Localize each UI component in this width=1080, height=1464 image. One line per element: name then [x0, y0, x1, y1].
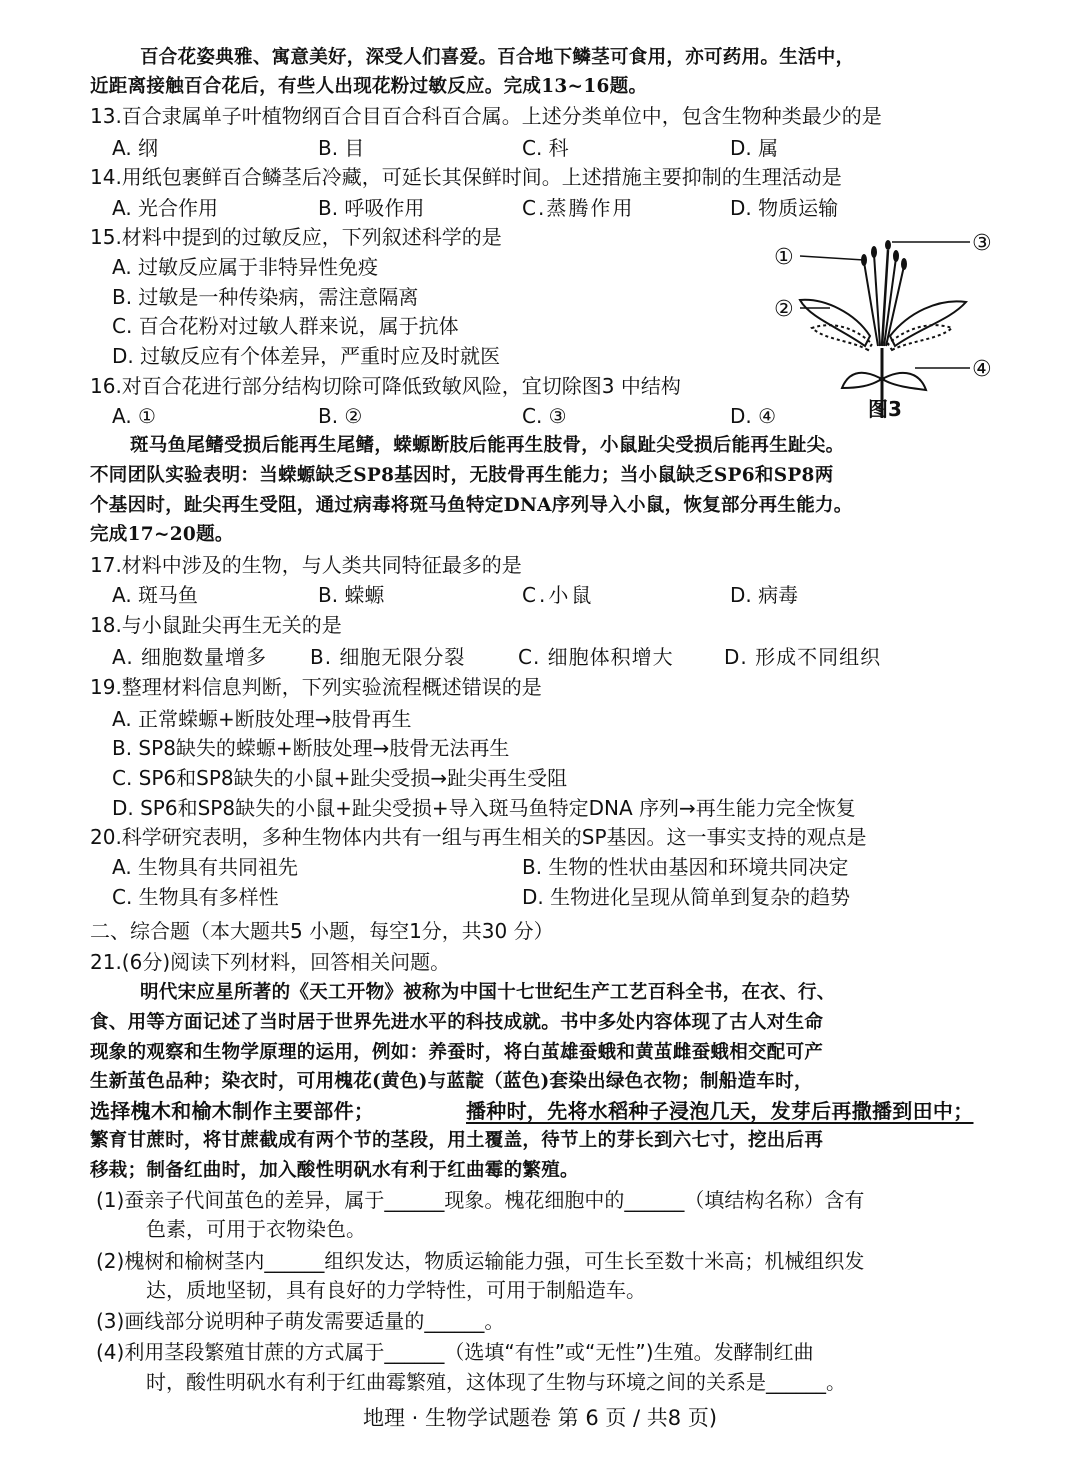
sub-question-1-line-1: (1)蚕亲子代间茧色的差异，属于______现象。槐花细胞中的______（填结构名称）含有 [96, 1188, 865, 1212]
question-13-stem: 13.百合隶属单子叶植物纲百合目百合科百合属。上述分类单位中，包含生物种类最少的是 [90, 104, 882, 128]
q19-option-d: D. SP6和SP8缺失的小鼠+趾尖受损+导入斑马鱼特定DNA 序列→再生能力完全恢复 [112, 796, 856, 820]
q16-option-b: B. ② [318, 404, 363, 428]
figure-label-3: ③ [972, 231, 992, 256]
q20-option-c: C. 生物具有多样性 [112, 885, 279, 909]
intro2-line-1: 斑马鱼尾鳍受损后能再生尾鳍，蝾螈断肢后能再生肢骨，小鼠趾尖受损后能再生趾尖。 [130, 435, 845, 456]
q19-option-a: A. 正常蝾螈+断肢处理→肢骨再生 [112, 707, 412, 731]
passage-line-3: 现象的观察和生物学原理的运用，例如：养蚕时，将白茧雄蚕蛾和黄茧雌蚕蛾相交配可产 [90, 1042, 824, 1063]
question-14-stem: 14.用纸包裹鲜百合鳞茎后冷藏，可延长其保鲜时间。上述措施主要抑制的生理活动是 [90, 165, 842, 189]
q18-option-d: D. 形成不同组织 [724, 645, 882, 669]
q18-option-b: B. 细胞无限分裂 [310, 645, 466, 669]
question-18-stem: 18.与小鼠趾尖再生无关的是 [90, 613, 342, 637]
passage-line-2: 食、用等方面记述了当时居于世界先进水平的科技成就。书中多处内容体现了古人对生命 [90, 1012, 824, 1033]
sub-question-1-line-2: 色素，可用于衣物染色。 [146, 1217, 366, 1241]
sub-question-3: (3)画线部分说明种子萌发需要适量的______。 [96, 1309, 505, 1333]
q13-option-b: B. 目 [318, 136, 365, 160]
intro2-line-2: 不同团队实验表明：当蝾螈缺乏SP8基因时，无肢骨再生能力；当小鼠缺乏SP6和SP8两 [90, 465, 834, 486]
figure-3-lily-flower [770, 228, 1000, 428]
figure-label-4: ④ [972, 357, 992, 382]
lily-flower-diagram [770, 228, 1000, 428]
intro2-line-3: 个基因时，趾尖再生受阻，通过病毒将斑马鱼特定DNA序列导入小鼠，恢复部分再生能力。 [90, 495, 853, 516]
q14-option-d: D. 物质运输 [730, 196, 839, 220]
q16-option-a: A. ① [112, 404, 156, 428]
passage-line-7: 移栽；制备红曲时，加入酸性明矾水有利于红曲霉的繁殖。 [90, 1160, 579, 1181]
section-2-heading: 二、综合题（本大题共5 小题，每空1分，共30 分） [90, 919, 554, 943]
q15-option-a: A. 过敏反应属于非特异性免疫 [112, 255, 379, 279]
question-15-stem: 15.材料中提到的过敏反应，下列叙述科学的是 [90, 225, 502, 249]
question-20-stem: 20.科学研究表明，多种生物体内共有一组与再生相关的SP基因。这一事实支持的观点是 [90, 825, 867, 849]
q15-option-d: D. 过敏反应有个体差异，严重时应及时就医 [112, 344, 501, 368]
figure-label-1: ① [774, 245, 794, 270]
q14-option-b: B. 呼吸作用 [318, 196, 425, 220]
intro1-line-2: 近距离接触百合花后，有些人出现花粉过敏反应。完成13~16题。 [90, 76, 648, 97]
passage-line-4: 生新茧色品种；染衣时，可用槐花(黄色)与蓝靛（蓝色)套染出绿色衣物；制船造车时， [90, 1071, 813, 1092]
q18-option-a: A. 细胞数量增多 [112, 645, 268, 669]
q16-option-c: C. ③ [522, 404, 567, 428]
passage-line-5a: 选择槐木和榆木制作主要部件； [90, 1099, 375, 1123]
figure-label-2: ② [774, 297, 794, 322]
question-21-stem: 21.(6分)阅读下列材料，回答相关问题。 [90, 950, 451, 974]
q17-option-a: A. 斑马鱼 [112, 583, 199, 607]
q19-option-c: C. SP6和SP8缺失的小鼠+趾尖受损→趾尖再生受阻 [112, 766, 568, 790]
q17-option-d: D. 病毒 [730, 583, 799, 607]
question-17-stem: 17.材料中涉及的生物，与人类共同特征最多的是 [90, 553, 522, 577]
sub-question-2-line-1: (2)槐树和榆树茎内______组织发达，物质运输能力强，可生长至数十米高；机械组织发 [96, 1249, 865, 1273]
question-16-stem: 16.对百合花进行部分结构切除可降低致敏风险，宜切除图3 中结构 [90, 374, 681, 398]
q15-option-b: B. 过敏是一种传染病，需注意隔离 [112, 285, 419, 309]
sub-question-4-line-1: (4)利用茎段繁殖甘蔗的方式属于______（选填“有性”或“无性”)生殖。发酵制红曲 [96, 1340, 814, 1364]
intro2-line-4: 完成17~20题。 [90, 524, 234, 545]
page-footer: 地理 · 生物学试题卷 第 6 页 / 共8 页) [362, 1406, 718, 1430]
passage-line-6: 繁育甘蔗时，将甘蔗截成有两个节的茎段，用土覆盖，待节上的芽长到六七寸，挖出后再 [90, 1130, 824, 1151]
q20-option-b: B. 生物的性状由基因和环境共同决定 [522, 855, 849, 879]
q17-option-b: B. 蝾螈 [318, 583, 385, 607]
q14-option-a: A. 光合作用 [112, 196, 219, 220]
question-19-stem: 19.整理材料信息判断，下列实验流程概述错误的是 [90, 675, 542, 699]
intro1-line-1: 百合花姿典雅、寓意美好，深受人们喜爱。百合地下鳞茎可食用，亦可药用。生活中， [140, 47, 855, 68]
q13-option-d: D. 属 [730, 136, 779, 160]
figure-caption: 图3 [868, 397, 902, 421]
sub-question-4-line-2: 时，酸性明矾水有利于红曲霉繁殖，这体现了生物与环境之间的关系是______。 [146, 1370, 846, 1394]
q13-option-c: C. 科 [522, 136, 569, 160]
sub-question-2-line-2: 达，质地坚韧，具有良好的力学特性，可用于制船造车。 [146, 1278, 646, 1302]
q20-option-a: A. 生物具有共同祖先 [112, 855, 299, 879]
q16-option-d: D. ④ [730, 404, 777, 428]
passage-underlined-sentence: 播种时，先将水稻种子浸泡几天，发芽后再撒播到田中； [466, 1099, 974, 1123]
q15-option-c: C. 百合花粉对过敏人群来说，属于抗体 [112, 314, 459, 338]
q13-option-a: A. 纲 [112, 136, 159, 160]
q14-option-c: C.蒸腾作用 [522, 196, 635, 220]
q18-option-c: C. 细胞体积增大 [518, 645, 674, 669]
passage-line-1: 明代宋应星所著的《天工开物》被称为中国十七世纪生产工艺百科全书，在衣、行、 [140, 982, 836, 1003]
q19-option-b: B. SP8缺失的蝾螈+断肢处理→肢骨无法再生 [112, 736, 510, 760]
q20-option-d: D. 生物进化呈现从简单到复杂的趋势 [522, 885, 851, 909]
q17-option-c: C.小鼠 [522, 583, 595, 607]
